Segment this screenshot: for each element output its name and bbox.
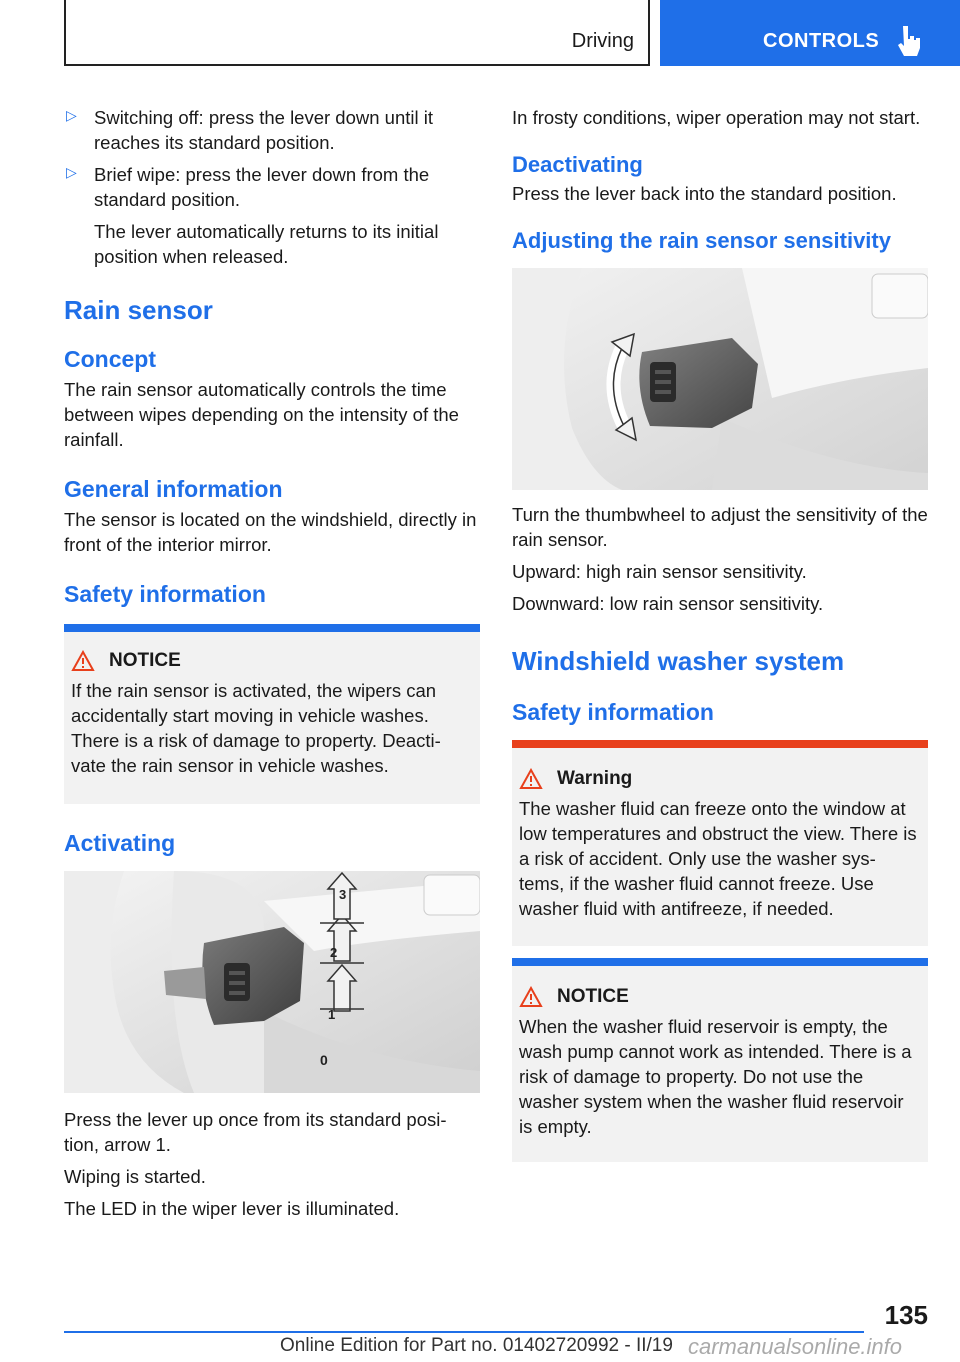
warning-heading xyxy=(519,768,920,790)
notice-text: If the rain sensor is activated, the wipers can accidentally start moving in vehicle washes. There is a risk of damage to property. Deacti-vate the rain sensor in vehicle washes. xyxy=(71,680,441,776)
heading-windshield-washer: Windshield washer system xyxy=(512,646,845,676)
right-column xyxy=(512,100,928,1162)
paragraph-general: The sensor is located on the windshield, directly in front of the interior mirror. xyxy=(64,509,477,555)
watermark: carmanualsonline.info xyxy=(688,1334,903,1359)
heading-safety-information: Safety information xyxy=(64,581,266,607)
warning-box xyxy=(512,740,928,946)
bullet-note: The lever automatically returns to its initial position when released. xyxy=(94,221,439,267)
warning-triangle-icon xyxy=(519,768,543,790)
paragraph-activating-1: Press the lever up once from its standard posi-tion, arrow 1. xyxy=(64,1109,447,1155)
heading-general-information: General information xyxy=(64,476,283,502)
thumbwheel-illustration xyxy=(512,268,928,490)
paragraph-deactivating: Press the lever back into the standard position. xyxy=(512,183,897,204)
warning-triangle-icon xyxy=(71,650,95,672)
notice-heading xyxy=(71,650,472,672)
warning-text: The washer fluid can freeze onto the window at low temperatures and obstruct the view. There is a risk of accident. Only use the washer sys-tems, if the washer fluid cannot freeze. Use washer fluid with antifreeze, if needed. xyxy=(519,798,917,919)
heading-rain-sensor: Rain sensor xyxy=(64,295,213,325)
notice-box-2 xyxy=(512,958,928,1162)
warning-bar xyxy=(512,740,928,748)
bullet-text: Brief wipe: press the lever down from the standard position. xyxy=(94,164,430,210)
bullet-brief-wipe xyxy=(64,162,480,269)
arrow-label-0: 0 xyxy=(320,1052,328,1068)
paragraph-adjust-1: Turn the thumbwheel to adjust the sensitivity of the rain sensor. xyxy=(512,504,928,550)
notice-heading-2 xyxy=(519,986,920,1008)
bullet-text: Switching off: press the lever down until it reaches its standard position. xyxy=(94,107,433,153)
header-section-box xyxy=(64,0,650,66)
header-chapter-box xyxy=(660,0,960,66)
hand-pointer-icon xyxy=(894,24,924,58)
heading-concept: Concept xyxy=(64,346,156,372)
page-number: 135 xyxy=(884,1300,928,1330)
paragraph-frosty: In frosty conditions, wiper operation may not start. xyxy=(512,107,921,128)
heading-deactivating: Deactivating xyxy=(512,152,643,177)
paragraph-adjust-3: Downward: low rain sensor sensitivity. xyxy=(512,593,824,614)
header-chapter-title: CONTROLS xyxy=(763,30,880,52)
notice-bar xyxy=(64,624,480,632)
notice-box xyxy=(64,624,480,804)
paragraph-adjust-2: Upward: high rain sensor sensitivity. xyxy=(512,561,807,582)
arrow-label-2: 2 xyxy=(330,945,338,960)
warning-title: Warning xyxy=(557,768,633,789)
notice-text-2: When the washer fluid reservoir is empty, the wash pump cannot work as intended. There is a risk of damage to property. Do not use the washer system when the washer fluid reservoir is empty. xyxy=(519,1016,912,1137)
footer-divider xyxy=(64,1331,864,1333)
heading-safety-information-2: Safety information xyxy=(512,699,714,725)
left-column xyxy=(64,100,480,1221)
bullet-triangle-icon: ▷ xyxy=(66,107,77,123)
header-section-title: Driving xyxy=(571,30,634,52)
notice-title-2: NOTICE xyxy=(557,986,629,1007)
notice-bar-2 xyxy=(512,958,928,966)
arrow-label-1: 1 xyxy=(328,1007,336,1022)
notice-title: NOTICE xyxy=(109,650,181,671)
warning-triangle-icon xyxy=(519,986,543,1008)
thumbwheel-sensitivity-image xyxy=(512,268,928,490)
bullet-triangle-icon: ▷ xyxy=(66,164,77,180)
paragraph-concept: The rain sensor automatically controls the time between wipes depending on the intensity of the rainfall. xyxy=(64,379,459,450)
bullet-switching-off xyxy=(64,105,480,155)
footer-edition: Online Edition for Part no. 01402720992 - II/19 xyxy=(280,1335,673,1356)
heading-activating: Activating xyxy=(64,830,176,856)
paragraph-activating-2: Wiping is started. xyxy=(64,1166,206,1187)
paragraph-activating-3: The LED in the wiper lever is illuminated. xyxy=(64,1198,400,1219)
arrow-label-3: 3 xyxy=(339,887,347,902)
heading-adjusting-sensitivity: Adjusting the rain sensor sensitivity xyxy=(512,228,891,253)
wiper-lever-activating-image xyxy=(64,871,480,1093)
wiper-lever-illustration xyxy=(64,871,480,1093)
